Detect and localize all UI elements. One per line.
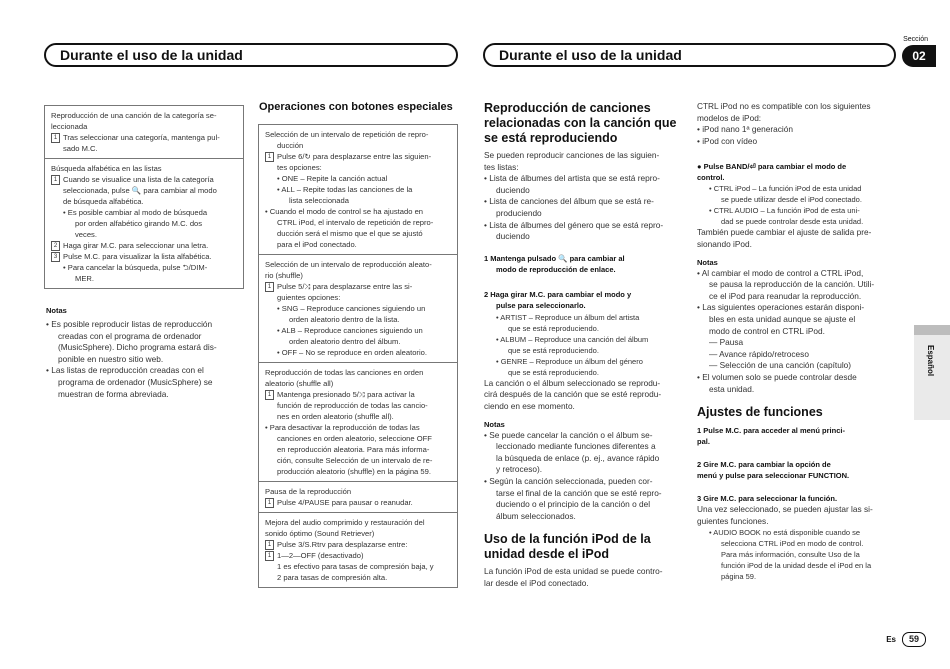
footer-lang: Es xyxy=(886,635,896,644)
text-line: relacionadas con la canción que xyxy=(484,116,677,130)
text-line: • Es posible cambiar al modo de búsqueda xyxy=(63,208,208,217)
text-line: CTRL iPod, el intervalo de repetición de repro- xyxy=(277,218,434,227)
step-number: 1 xyxy=(265,152,274,162)
text-line: en reproducción aleatoria. Para más informa- xyxy=(277,445,430,454)
text-line: • Es posible reproducir listas de reproducción xyxy=(46,319,213,329)
text-line: • Las siguientes operaciones estarán disponi- xyxy=(697,302,865,313)
note-2 xyxy=(46,365,246,400)
text-line: muestran de forma abreviada. xyxy=(58,388,169,399)
text-line: 1 Pulse M.C. para acceder al menú princi- xyxy=(697,426,845,436)
text-line: se está reproduciendo xyxy=(484,131,618,145)
text-line: 1 es efectivo para tasas de compresión baja, y xyxy=(277,562,434,571)
text-line: modelos de iPod: xyxy=(697,112,762,123)
col4-step1 xyxy=(697,425,892,447)
col4-step3-options xyxy=(697,527,892,582)
text-line: unidad desde el iPod xyxy=(484,547,610,562)
text-line: — Selección de una canción (capítulo) xyxy=(709,360,852,371)
repeat-cell xyxy=(259,125,457,255)
text-line: • Según la canción seleccionada, pueden cor- xyxy=(484,475,653,486)
col2-function-box xyxy=(258,124,458,588)
col1-cell-category xyxy=(45,106,243,159)
text-line: menú y pulse para seleccionar FUNCTION. xyxy=(697,471,850,481)
left-header-title: Durante el uso de la unidad xyxy=(60,47,243,63)
text-line: modo de control en CTRL iPod. xyxy=(709,325,825,336)
text-line: programa de ordenador (MusicSphere) se xyxy=(58,376,213,387)
text-line: 2 Haga girar M.C. para cambiar el modo y xyxy=(484,289,632,299)
text-line: • ARTIST – Reproduce un álbum del artista xyxy=(496,312,640,322)
text-line: leccionada xyxy=(51,122,88,131)
text-line: la búsqueda de enlace (p. ej., avance rápido xyxy=(496,452,660,463)
text-line: • Para desactivar la reproducción de todas las xyxy=(265,423,420,432)
text-line xyxy=(265,539,451,550)
text-line: • Lista de álbumes del género que se está repro- xyxy=(484,219,664,230)
text-line: ciendo en ese momento. xyxy=(484,400,575,411)
text-line: bles en esta unidad aunque se ajuste el xyxy=(709,313,856,324)
col4-step3: 3 Gire M.C. para seleccionar la función. xyxy=(697,494,838,504)
text-line: ponible en nuestro sitio web. xyxy=(58,353,164,364)
text-line: lista seleccionada xyxy=(289,196,349,205)
text-line: función iPod de la unidad desde el iPod en la xyxy=(721,561,872,571)
text-line: • iPod con vídeo xyxy=(697,135,758,146)
notes-title: Notas xyxy=(484,419,505,429)
text-line: Pulse M.C. para visualizar la lista alfabética. xyxy=(63,252,212,261)
text-line: modo de reproducción de enlace. xyxy=(496,264,616,274)
col3-step1 xyxy=(484,253,684,275)
text-line: cirá después de la canción que se esté reprodu- xyxy=(484,389,662,400)
text-line: La función iPod de esta unidad se puede contro- xyxy=(484,566,663,577)
col3-para2 xyxy=(484,566,684,589)
text-line: que se está reproduciendo. xyxy=(508,323,599,333)
right-header-title: Durante el uso de la unidad xyxy=(499,47,682,63)
notes-title: Notas xyxy=(46,306,67,315)
page-number: 59 xyxy=(902,632,926,647)
text-line: Mejora del audio comprimido y restauración del xyxy=(265,518,425,527)
text-line: CTRL iPod no es compatible con los siguientes xyxy=(697,101,871,111)
text-line: y retroceso). xyxy=(496,464,543,475)
text-line: rio (shuffle) xyxy=(265,271,303,280)
text-line: aleatorio (shuffle all) xyxy=(265,379,334,388)
col4-title2: Ajustes de funciones xyxy=(697,405,823,420)
text-line: por orden alfabético girando M.C. dos xyxy=(75,219,203,228)
text-line: álbum seleccionados. xyxy=(496,510,576,521)
col4-band xyxy=(697,161,892,183)
text-line: Pausa de la reproducción xyxy=(265,487,352,496)
text-line: Pulse 5/⤨ para desplazarse entre las si- xyxy=(277,282,413,291)
text-line: Reproducción de una canción de la categoría se- xyxy=(51,111,217,120)
text-line: sionando iPod. xyxy=(697,238,752,249)
text-line: También puede cambiar el ajuste de salida pre- xyxy=(697,227,872,238)
text-line: sonido óptimo (Sound Retriever) xyxy=(265,529,375,538)
col3-notes xyxy=(484,430,684,523)
text-line xyxy=(265,389,451,400)
text-line: • iPod nano 1ª generación xyxy=(697,124,793,135)
text-line: ducción xyxy=(277,141,304,150)
text-line: sado M.C. xyxy=(63,144,98,153)
text-line: (MusicSphere). Dicho programa estará dis- xyxy=(58,342,217,353)
col3-title2 xyxy=(484,532,684,562)
col1-notes xyxy=(46,305,246,400)
shuffle-cell xyxy=(259,255,457,363)
text-line: • SNG – Reproduce canciones siguiendo un xyxy=(277,304,426,313)
text-line: lar desde el iPod conectado. xyxy=(484,577,589,588)
text-line: que se está reproduciendo. xyxy=(508,345,599,355)
text-line: se puede utilizar desde el iPod conectado. xyxy=(721,195,862,205)
col4-compat xyxy=(697,101,892,147)
step-1: 1 Cuando se visualice una lista de la categoría xyxy=(51,174,237,185)
text-line: • Al cambiar el modo de control a CTRL iPod, xyxy=(697,267,864,278)
col4 xyxy=(697,101,892,582)
col4-band-after xyxy=(697,227,892,250)
text-line: esta unidad. xyxy=(709,383,755,394)
text-line: dad se puede controlar desde esta unidad. xyxy=(721,217,864,227)
text-line: Uso de la función iPod de la xyxy=(484,532,651,547)
text-line: leccionado mediante funciones diferentes a xyxy=(496,441,656,452)
pause-cell xyxy=(259,482,457,513)
text-line: tarse el final de la canción que se esté repro- xyxy=(496,487,662,498)
text-line: • Lista de canciones del álbum que se está re- xyxy=(484,196,654,207)
text-line xyxy=(265,281,451,292)
sound-retriever-cell xyxy=(259,513,457,587)
col1-cell-alphabet xyxy=(45,159,243,288)
text-line: Reproducción de todas las canciones en orden xyxy=(265,368,424,377)
text-line: para el iPod conectado. xyxy=(277,240,357,249)
step-3: 3 Pulse M.C. para visualizar la lista alfabética. xyxy=(51,251,237,262)
text-line: Pulse 4/PAUSE para pausar o reanudar. xyxy=(277,498,413,507)
text-line: • ONE – Repite la canción actual xyxy=(277,174,388,183)
text-line: guientes opciones: xyxy=(277,293,341,302)
step-number: 1 xyxy=(265,390,274,400)
col4-notes xyxy=(697,268,892,396)
col1-info-box xyxy=(44,105,244,289)
text-line: control. xyxy=(697,173,725,183)
text-line: duciendo xyxy=(496,184,530,195)
text-line: ción, consulte Selección de un intervalo de re- xyxy=(277,456,433,465)
text-line: ducción será el mismo que el que se ajustó xyxy=(277,229,423,238)
text-line: • CTRL AUDIO – La función iPod de esta uni- xyxy=(709,206,860,216)
text-line: Tras seleccionar una categoría, mantenga pul- xyxy=(63,133,220,142)
text-line: duciendo o el principio de la canción o del xyxy=(496,499,651,510)
text-line: 2 Gire M.C. para cambiar la opción de xyxy=(697,460,831,470)
text-line: se pausa la reproducción de la canción. Utili- xyxy=(709,279,875,290)
text-line: Cuando se visualice una lista de la categoría xyxy=(63,175,214,184)
text-line: • ALB – Reproduce canciones siguiendo un xyxy=(277,326,423,335)
text-line: página 59. xyxy=(721,572,757,582)
text-line: seleccionada, pulse 🔍 para cambiar al modo xyxy=(63,186,217,195)
text-line: • ALBUM – Reproduce una canción del álbum xyxy=(496,334,649,344)
text-line: Una vez seleccionado, se pueden ajustar las si- xyxy=(697,504,873,515)
col3-step2-after xyxy=(484,378,684,413)
text-line: Para más información, consulte Uso de la xyxy=(721,550,860,560)
text-line: de búsqueda alfabética. xyxy=(63,197,144,206)
right-section-header xyxy=(483,43,896,67)
text-line: creadas con el programa de ordenador xyxy=(58,330,202,341)
text-line: orden aleatorio dentro del álbum. xyxy=(289,337,401,346)
col4-step2 xyxy=(697,459,892,481)
col3-title xyxy=(484,101,684,146)
text-line: veces. xyxy=(75,230,97,239)
text-line: MER. xyxy=(75,274,94,283)
text-line: • Lista de álbumes del artista que se está repro- xyxy=(484,173,660,184)
text-line: — Pausa xyxy=(709,337,744,348)
text-line: función de reproducción de todas las cancio- xyxy=(277,401,428,410)
text-line: Pulse 3/S.Rtrv para desplazarse entre: xyxy=(277,540,408,549)
text-line: duciendo xyxy=(496,231,530,242)
text-line: • Las listas de reproducción creadas con el xyxy=(46,365,204,376)
section-number: 02 xyxy=(902,45,936,67)
text-line: Selección de un intervalo de reproducción aleato- xyxy=(265,260,432,269)
step-1: 1 Pulse 4/PAUSE para pausar o reanudar. xyxy=(265,497,451,508)
text-line: 1—2—OFF (desactivado) xyxy=(277,551,364,560)
section-label: Sección xyxy=(903,36,928,43)
text-line: • AUDIO BOOK no está disponible cuando se xyxy=(709,528,861,538)
text-line: canciones en orden aleatorio, seleccione OFF xyxy=(277,434,432,443)
language-side-tab xyxy=(914,325,950,420)
text-line: tes listas: xyxy=(484,161,519,172)
text-line: Búsqueda alfabética en las listas xyxy=(51,164,162,173)
text-line: 2 para tasas de compresión alta. xyxy=(277,573,388,582)
text-line: nes en orden aleatorio (shuffle all). xyxy=(277,412,394,421)
text-line: • OFF – No se reproduce en orden aleatorio. xyxy=(277,348,427,357)
text-line: La canción o el álbum seleccionado se reprodu- xyxy=(484,377,661,388)
text-line: ● Pulse BAND/⏎ para cambiar el modo de xyxy=(697,162,847,172)
text-line: Selección de un intervalo de repetición de repro- xyxy=(265,130,429,139)
col3-intro xyxy=(484,150,684,243)
step-1: 1 Tras seleccionar una categoría, mantenga pul- xyxy=(51,132,237,143)
text-line: orden aleatorio dentro de la lista. xyxy=(289,315,400,324)
col4-band-options xyxy=(697,183,892,227)
left-section-header xyxy=(44,43,458,67)
col3-step2-options xyxy=(484,312,684,378)
text-line: Reproducción de canciones xyxy=(484,101,651,115)
text-line: • CTRL iPod – La función iPod de esta unidad xyxy=(709,184,862,194)
text-line: Pulse 6/↻ para desplazarse entre las siguien- xyxy=(277,152,432,161)
text-line xyxy=(265,151,451,162)
col3-step2 xyxy=(484,289,684,311)
text-line: guientes funciones. xyxy=(697,515,769,526)
text-line: • Se puede cancelar la canción o el álbum se- xyxy=(484,429,653,440)
col2-title: Operaciones con botones especiales xyxy=(259,101,453,113)
text-line: pal. xyxy=(697,437,710,447)
notes-title: Notas xyxy=(697,257,718,267)
text-line: Mantenga presionado 5/⤨ para activar la xyxy=(277,390,415,399)
note-1 xyxy=(46,319,246,365)
col4-step3-after xyxy=(697,504,892,527)
text-line: • Para cancelar la búsqueda, pulse ⮌/DIM- xyxy=(63,263,208,272)
text-line: 1 Mantenga pulsado 🔍 para cambiar al xyxy=(484,253,625,263)
step-2: 2 Haga girar M.C. para seleccionar una letra. xyxy=(51,240,237,251)
text-line: • ALL – Repite todas las canciones de la xyxy=(277,185,413,194)
text-line: selecciona CTRL iPod en modo de control. xyxy=(721,539,864,549)
shuffle-all-cell xyxy=(259,363,457,482)
text-line: ce el iPod para reanudar la reproducción. xyxy=(709,290,862,301)
text-line: — Avance rápido/retroceso xyxy=(709,348,809,359)
step-number: 1 xyxy=(265,540,274,550)
text-line: • El volumen solo se puede controlar desde xyxy=(697,371,857,382)
text-line: • GENRE – Reproduce un álbum del género xyxy=(496,356,643,366)
text-line: Se pueden reproducir canciones de las siguien- xyxy=(484,150,660,160)
text-line: producción aleatorio (shuffle) en la página 59. xyxy=(277,467,431,476)
col3 xyxy=(484,101,684,589)
language-label: Español xyxy=(926,345,935,377)
text-line: produciendo xyxy=(496,207,542,218)
step-number: 1 xyxy=(265,282,274,292)
step-number: 1 xyxy=(265,551,274,561)
text-line: que se está reproduciendo. xyxy=(508,367,599,377)
text-line: pulse para seleccionarlo. xyxy=(496,300,586,310)
text-line: tes opciones: xyxy=(277,163,322,172)
text-line: Haga girar M.C. para seleccionar una letra. xyxy=(63,241,209,250)
text-line xyxy=(265,550,451,561)
text-line: • Cuando el modo de control se ha ajustado en xyxy=(265,207,424,216)
